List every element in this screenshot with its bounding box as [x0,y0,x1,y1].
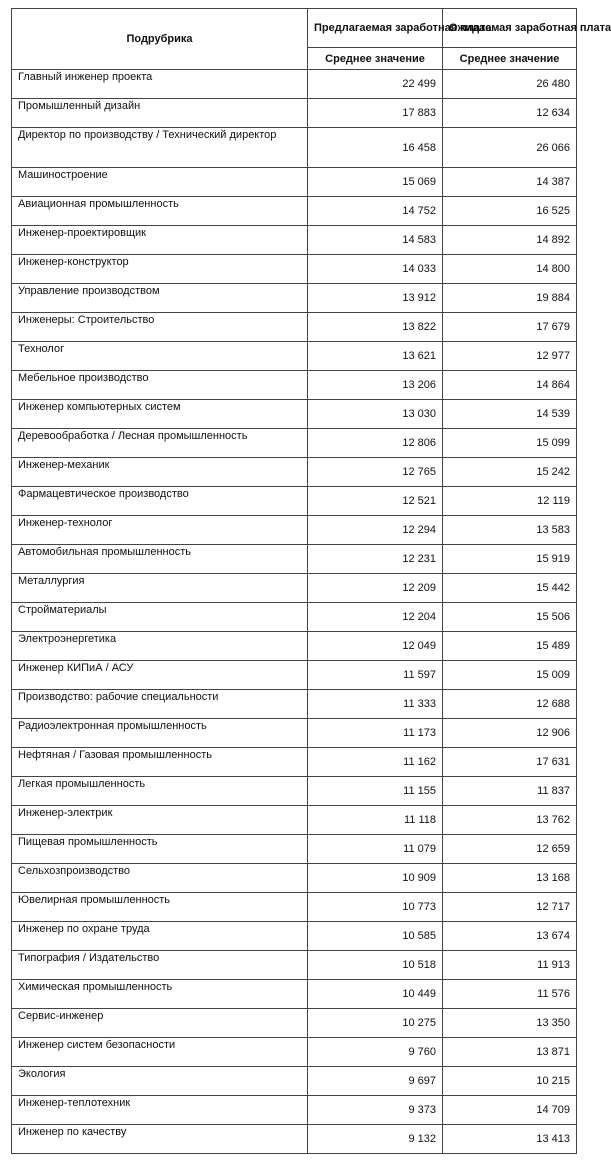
salary-table [11,8,611,1154]
table-row [12,719,577,748]
row-offered-value: 9 760 [308,1038,443,1067]
row-subrubric: Инженер-технолог [12,516,308,545]
row-offered-value: 10 909 [308,864,443,893]
row-subrubric: Авиационная промышленность [12,197,308,226]
table-row [12,835,577,864]
row-offered-value: 12 231 [308,545,443,574]
row-subrubric: Главный инженер проекта [12,70,308,99]
row-subrubric: Деревообработка / Лесная промышленность [12,429,308,458]
row-expected-value: 12 906 [443,719,577,748]
table-row [12,197,577,226]
row-subrubric: Экология [12,1067,308,1096]
row-offered-value: 10 449 [308,980,443,1009]
row-expected-value: 13 762 [443,806,577,835]
row-subrubric: Сельхозпроизводство [12,864,308,893]
table-row [12,1009,577,1038]
row-subrubric: Радиоэлектронная промышленность [12,719,308,748]
row-subrubric: Инженер-механик [12,458,308,487]
row-expected-value: 14 709 [443,1096,577,1125]
row-expected-value: 10 215 [443,1067,577,1096]
table-row [12,429,577,458]
row-subrubric: Инженер компьютерных систем [12,400,308,429]
row-expected-value: 15 506 [443,603,577,632]
table-row [12,893,577,922]
row-expected-value: 11 837 [443,777,577,806]
row-subrubric: Стройматериалы [12,603,308,632]
row-expected-value: 12 977 [443,342,577,371]
row-expected-value: 12 688 [443,690,577,719]
row-subrubric: Инженер КИПиА / АСУ [12,661,308,690]
row-expected-value: 13 583 [443,516,577,545]
table-row [12,777,577,806]
row-expected-value: 11 913 [443,951,577,980]
row-subrubric: Химическая промышленность [12,980,308,1009]
row-subrubric: Управление производством [12,284,308,313]
table-row [12,748,577,777]
row-expected-value: 14 800 [443,255,577,284]
table-row [12,864,577,893]
table-header [12,9,611,70]
row-expected-value: 26 480 [443,70,577,99]
table-row [12,226,577,255]
row-expected-value: 15 242 [443,458,577,487]
row-subrubric: Ювелирная промышленность [12,893,308,922]
row-expected-value: 14 864 [443,371,577,400]
row-subrubric: Легкая промышленность [12,777,308,806]
row-subrubric: Производство: рабочие специальности [12,690,308,719]
row-offered-value: 11 079 [308,835,443,864]
row-offered-value: 10 518 [308,951,443,980]
row-subrubric: Инженер систем безопасности [12,1038,308,1067]
row-subrubric: Инженер-теплотехник [12,1096,308,1125]
row-expected-value: 12 119 [443,487,577,516]
row-offered-value: 13 206 [308,371,443,400]
row-expected-value: 13 350 [443,1009,577,1038]
row-offered-value: 12 209 [308,574,443,603]
table-row [12,99,577,128]
row-subrubric: Нефтяная / Газовая промышленность [12,748,308,777]
table-row [12,1125,577,1154]
row-expected-value: 15 489 [443,632,577,661]
row-expected-value: 19 884 [443,284,577,313]
row-subrubric: Инженер-конструктор [12,255,308,284]
table-row [12,255,577,284]
row-subrubric: Фармацевтическое производство [12,487,308,516]
row-offered-value: 14 033 [308,255,443,284]
row-expected-value: 17 631 [443,748,577,777]
table-row [12,168,577,197]
row-expected-value: 16 525 [443,197,577,226]
table-row [12,1038,577,1067]
row-offered-value: 12 806 [308,429,443,458]
table-row [12,951,577,980]
header-offered-salary: Предлагаемая заработная плата [308,9,443,48]
row-subrubric: Промышленный дизайн [12,99,308,128]
table-row [12,545,577,574]
row-offered-value: 14 583 [308,226,443,255]
row-offered-value: 13 030 [308,400,443,429]
row-subrubric: Пищевая промышленность [12,835,308,864]
row-subrubric: Инженер-проектировщик [12,226,308,255]
header-offered-average: Среднее значение [308,48,443,70]
table-row [12,458,577,487]
row-expected-value: 12 634 [443,99,577,128]
row-offered-value: 11 162 [308,748,443,777]
row-expected-value: 15 442 [443,574,577,603]
row-offered-value: 13 912 [308,284,443,313]
row-subrubric: Директор по производству / Технический директор [12,128,308,168]
table-row [12,661,577,690]
row-expected-value: 26 066 [443,128,577,168]
table-body [12,70,577,1154]
row-offered-value: 11 155 [308,777,443,806]
row-offered-value: 17 883 [308,99,443,128]
row-subrubric: Инженер по качеству [12,1125,308,1154]
row-offered-value: 12 204 [308,603,443,632]
row-subrubric: Мебельное производство [12,371,308,400]
row-offered-value: 22 499 [308,70,443,99]
row-expected-value: 15 009 [443,661,577,690]
header-expected-salary: Ожидаемая заработная плата [443,9,577,48]
row-expected-value: 11 576 [443,980,577,1009]
row-expected-value: 13 871 [443,1038,577,1067]
row-offered-value: 13 621 [308,342,443,371]
header-expected-average: Среднее значение [443,48,577,70]
row-subrubric: Сервис-инженер [12,1009,308,1038]
table-row [12,806,577,835]
table-row [12,128,577,168]
table-row [12,487,577,516]
row-offered-value: 12 049 [308,632,443,661]
row-expected-value: 12 659 [443,835,577,864]
row-subrubric: Технолог [12,342,308,371]
row-subrubric: Электроэнергетика [12,632,308,661]
row-subrubric: Машиностроение [12,168,308,197]
row-offered-value: 10 773 [308,893,443,922]
row-offered-value: 12 294 [308,516,443,545]
table-row [12,1096,577,1125]
row-subrubric: Инженеры: Строительство [12,313,308,342]
row-expected-value: 13 168 [443,864,577,893]
table-row [12,371,577,400]
header-subrubric: Подрубрика [12,9,308,70]
row-offered-value: 9 697 [308,1067,443,1096]
row-offered-value: 11 173 [308,719,443,748]
row-expected-value: 17 679 [443,313,577,342]
row-expected-value: 13 413 [443,1125,577,1154]
table-row [12,516,577,545]
table-row [12,342,577,371]
table-row [12,313,577,342]
row-subrubric: Инженер-электрик [12,806,308,835]
row-offered-value: 12 521 [308,487,443,516]
row-expected-value: 14 387 [443,168,577,197]
row-offered-value: 12 765 [308,458,443,487]
row-offered-value: 10 275 [308,1009,443,1038]
table-row [12,70,577,99]
row-offered-value: 10 585 [308,922,443,951]
row-offered-value: 11 597 [308,661,443,690]
table-row [12,603,577,632]
table-row [12,690,577,719]
table-row [12,1067,577,1096]
row-expected-value: 14 892 [443,226,577,255]
row-expected-value: 14 539 [443,400,577,429]
row-subrubric: Автомобильная промышленность [12,545,308,574]
row-offered-value: 11 333 [308,690,443,719]
row-offered-value: 15 069 [308,168,443,197]
row-expected-value: 13 674 [443,922,577,951]
row-offered-value: 14 752 [308,197,443,226]
row-offered-value: 9 373 [308,1096,443,1125]
table-row [12,574,577,603]
table-row [12,632,577,661]
row-offered-value: 13 822 [308,313,443,342]
table-row [12,284,577,313]
table-row [12,922,577,951]
row-expected-value: 15 099 [443,429,577,458]
row-offered-value: 11 118 [308,806,443,835]
row-offered-value: 9 132 [308,1125,443,1154]
row-offered-value: 16 458 [308,128,443,168]
row-subrubric: Инженер по охране труда [12,922,308,951]
row-subrubric: Металлургия [12,574,308,603]
row-expected-value: 15 919 [443,545,577,574]
table-row [12,980,577,1009]
row-subrubric: Типография / Издательство [12,951,308,980]
table-row [12,400,577,429]
row-expected-value: 12 717 [443,893,577,922]
